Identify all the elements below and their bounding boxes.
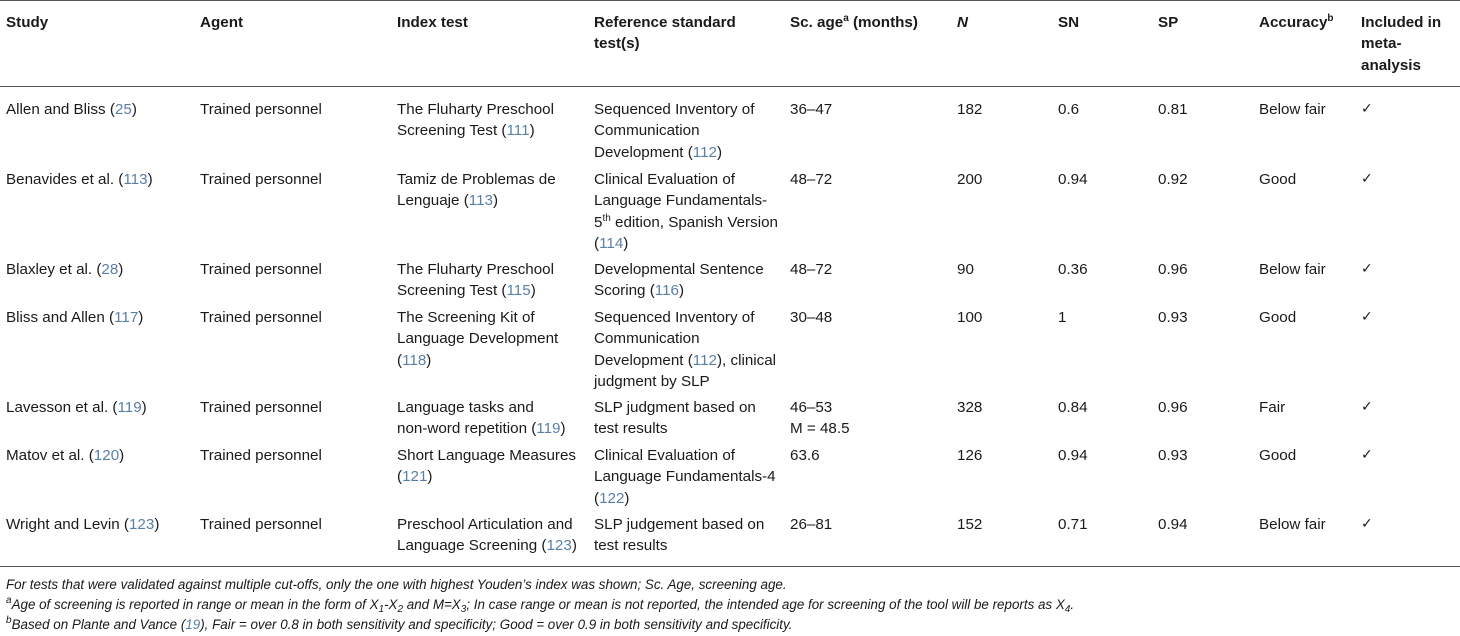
cell-agent: Trained personnel [200,101,322,118]
header-index-test: Index test [397,14,468,31]
cell-agent: Trained personnel [200,309,322,326]
header-n: N [957,14,968,31]
cell-sn: 0.71 [1058,516,1088,533]
cell-index-test: Preschool Articulation and Language Screening (123) [397,516,577,555]
cell-reference: SLP judgment based on test results [594,399,756,438]
cell-index-test: Tamiz de Problemas de Lenguaje (113) [397,171,556,210]
cell-reference: Developmental Sentence Scoring (116) [594,261,764,300]
cell-reference: Sequenced Inventory of Communication Development (112) [594,101,755,161]
cell-reference: SLP judgement based on test results [594,516,765,555]
check-icon: ✓ [1361,516,1373,532]
check-icon: ✓ [1361,261,1373,277]
cell-index-test: The Fluharty Preschool Screening Test (115) [397,261,555,300]
cell-study: Bliss and Allen (117) [6,309,144,326]
check-icon: ✓ [1361,171,1373,187]
cell-accuracy: Below fair [1259,101,1326,118]
cell-n: 126 [957,447,983,464]
cell-accuracy: Below fair [1259,261,1326,278]
cell-study: Wright and Levin (123) [6,516,160,533]
cell-sn: 1 [1058,309,1067,326]
cell-n: 90 [957,261,974,278]
cell-sn: 0.6 [1058,101,1080,118]
cell-sp: 0.94 [1158,516,1188,533]
cell-sp: 0.93 [1158,309,1188,326]
header-accuracy: Accuracy$^b$ [1259,13,1334,31]
cell-study: Matov et al. (120) [6,447,125,464]
cell-sp: 0.96 [1158,261,1188,278]
cell-sp: 0.92 [1158,171,1188,188]
header-reference-standard: Reference standard test(s) [594,14,736,53]
cell-reference: Clinical Evaluation of Language Fundamentals- 5th edition, Spanish Version (114) [594,171,778,252]
cell-sp: 0.81 [1158,101,1188,118]
cell-study: Allen and Bliss (25) [6,101,137,118]
header-sp: SP [1158,14,1179,31]
check-icon: ✓ [1361,101,1373,117]
cell-age: 30–48 [790,309,833,326]
header-screening-age: Sc. age$^a$ (months) [790,13,918,31]
cell-agent: Trained personnel [200,261,322,278]
cell-agent: Trained personnel [200,447,322,464]
table-top-rule [0,0,1460,1]
cell-agent: Trained personnel [200,399,322,416]
cell-reference: Sequenced Inventory of Communication Development (112), clinical judgment by SLP [594,309,777,390]
cell-index-test: Short Language Measures (121) [397,447,576,486]
cell-study: Benavides et al. (113) [6,171,153,188]
cell-study: Blaxley et al. (28) [6,261,124,278]
cell-sn: 0.94 [1058,447,1088,464]
cell-sn: 0.84 [1058,399,1088,416]
cell-accuracy: Good [1259,171,1297,188]
cell-sn: 0.94 [1058,171,1088,188]
check-icon: ✓ [1361,399,1373,415]
cell-agent: Trained personnel [200,516,322,533]
cell-n: 200 [957,171,983,188]
cell-accuracy: Good [1259,447,1297,464]
footnote-general: For tests that were validated against multiple cut-offs, only the one with highest Youden’s index was shown; Sc. Age, screening age. [6,577,787,592]
footnote-b: $^b$Based on Plante and Vance (19), Fair = over 0.8 in both sensitivity and specificity; Good = over 0.9 in both sensitivity and specificity. [6,615,793,632]
cell-n: 328 [957,399,983,416]
cell-sp: 0.93 [1158,447,1188,464]
cell-accuracy: Below fair [1259,516,1326,533]
cell-n: 182 [957,101,983,118]
cell-n: 100 [957,309,983,326]
header-study: Study [6,14,49,31]
cell-age: 26–81 [790,516,833,533]
cell-agent: Trained personnel [200,171,322,188]
header-rule [0,86,1460,87]
cell-age: 46–53 M = 48.5 [790,399,850,438]
cell-age: 48–72 [790,261,833,278]
footnote-a: $^a$Age of screening is reported in range or mean in the form of $X_1-X_2$ and $M=X_3$; In case range or mean is not reported, the intended age for screening of the tool will be reports as $X_4$. [6,595,1075,615]
header-agent: Agent [200,14,244,31]
cell-study: Lavesson et al. (119) [6,399,147,416]
cell-n: 152 [957,516,983,533]
cell-sn: 0.36 [1058,261,1088,278]
header-sn: SN [1058,14,1080,31]
header-included: Included in meta- analysis [1361,14,1442,74]
cell-reference: Clinical Evaluation of Language Fundamentals-4 (122) [594,447,776,507]
cell-age: 63.6 [790,447,820,464]
cell-index-test: The Screening Kit of Language Development (118) [397,309,559,369]
cell-sp: 0.96 [1158,399,1188,416]
table-footnotes [6,575,1456,635]
cell-age: 36–47 [790,101,833,118]
check-icon: ✓ [1361,447,1373,463]
cell-accuracy: Good [1259,309,1297,326]
cell-age: 48–72 [790,171,833,188]
table-bottom-rule [0,566,1460,567]
cell-index-test: The Fluharty Preschool Screening Test (111) [397,101,555,140]
cell-accuracy: Fair [1259,399,1286,416]
cell-index-test: Language tasks and non-word repetition (119) [397,399,566,438]
check-icon: ✓ [1361,309,1373,325]
